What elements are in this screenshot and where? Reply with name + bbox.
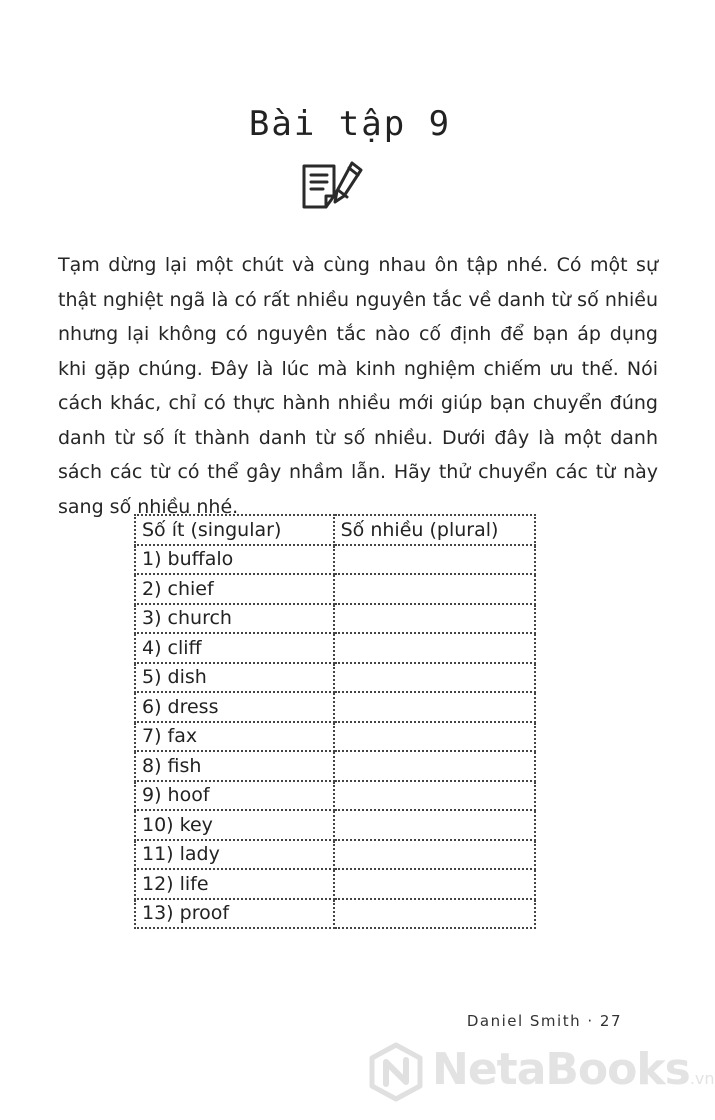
- singular-cell: 4) cliff: [135, 633, 334, 663]
- table-row: [135, 545, 535, 575]
- plural-cell: [334, 751, 535, 781]
- netabooks-logo-icon: [368, 1042, 424, 1102]
- watermark-text: [432, 1044, 715, 1095]
- singular-cell: 6) dress: [135, 692, 334, 722]
- singular-cell: 1) buffalo: [135, 545, 334, 575]
- singular-cell: 2) chief: [135, 574, 334, 604]
- table-row: [135, 869, 535, 899]
- singular-cell: 3) church: [135, 604, 334, 634]
- exercise-title: Bài tập 9: [248, 104, 452, 144]
- table-row: [135, 840, 535, 870]
- table-row: [135, 810, 535, 840]
- table-row: [135, 633, 535, 663]
- intro-paragraph: Tạm dừng lại một chút và cùng nhau ôn tập nhé. Có một sự thật nghiệt ngã là có rất nhiều nguyên tắc về danh từ số nhiều nhưng lại không có nguyên tắc nào cố định để bạn áp dụng khi gặp chúng. Đây là lúc mà kinh nghiệm chiếm ưu thế. Nói cách khác, chỉ có thực hành nhiều mới giúp bạn chuyển đúng danh từ số ít thành danh từ số nhiều. Dưới đây là một danh sách các từ có thể gây nhầm lẫn. Hãy thử chuyển các từ này sang số nhiều nhé.: [58, 254, 658, 518]
- document-pencil-icon: [300, 160, 380, 218]
- plural-cell: [334, 545, 535, 575]
- table-row: [135, 574, 535, 604]
- plural-cell: [334, 574, 535, 604]
- singular-cell: 7) fax: [135, 722, 334, 752]
- singular-cell: 5) dish: [135, 663, 334, 693]
- header-singular: Số ít (singular): [135, 515, 334, 545]
- plural-cell: [334, 899, 535, 929]
- table-row: [135, 692, 535, 722]
- watermark-brand: NetaBooks: [432, 1044, 690, 1095]
- table-header-row: [135, 515, 535, 545]
- table-row: [135, 604, 535, 634]
- singular-cell: 10) key: [135, 810, 334, 840]
- singular-cell: 11) lady: [135, 840, 334, 870]
- singular-cell: 9) hoof: [135, 781, 334, 811]
- plural-cell: [334, 722, 535, 752]
- plural-cell: [334, 633, 535, 663]
- table-row: [135, 899, 535, 929]
- table-row: [135, 663, 535, 693]
- singular-cell: 8) fish: [135, 751, 334, 781]
- singular-cell: 12) life: [135, 869, 334, 899]
- plural-cell: [334, 810, 535, 840]
- plural-cell: [334, 840, 535, 870]
- singular-cell: 13) proof: [135, 899, 334, 929]
- table-row: [135, 751, 535, 781]
- header-plural: Số nhiều (plural): [334, 515, 535, 545]
- plural-cell: [334, 869, 535, 899]
- table-row: [135, 781, 535, 811]
- plural-cell: [334, 604, 535, 634]
- table-row: [135, 722, 535, 752]
- watermark: [368, 1042, 715, 1106]
- watermark-suffix: .vn: [689, 1069, 715, 1088]
- page-footer: Daniel Smith · 27: [466, 1012, 622, 1030]
- singular-plural-table: [134, 514, 536, 929]
- plural-cell: [334, 781, 535, 811]
- plural-cell: [334, 663, 535, 693]
- plural-cell: [334, 692, 535, 722]
